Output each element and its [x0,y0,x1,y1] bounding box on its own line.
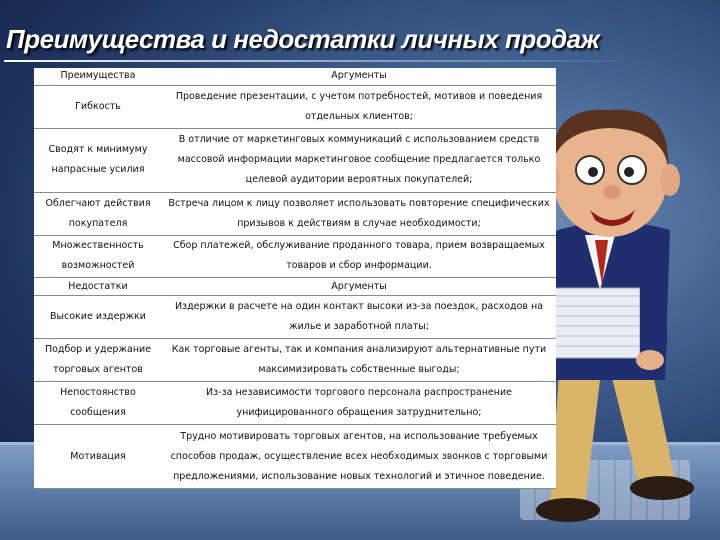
argument-cell: Издержки в расчете на один контакт высоки из-за поездок, расходов на жилье и заработной платы; [162,296,556,339]
table-row [34,192,556,235]
slide-title: Преимущества и недостатки личных продаж [6,24,600,54]
table-row [34,296,556,339]
pros-cons-table [34,68,556,489]
argument-cell: Проведение презентации, с учетом потребностей, мотивов и поведения отдельных клиентов; [162,85,556,128]
criterion-cell: Сводят к минимуму напрасные усилия [34,128,162,192]
arguments-header-cell: Аргументы [162,278,556,296]
argument-cell: Трудно мотивировать торговых агентов, на использование требуемых способов продаж, осуществление всех необходимых звонков с торговыми предложениями, использование новых технологий и этичное поведение. [162,425,556,489]
argument-cell: Встреча лицом к лицу позволяет использовать повторение специфических призывов к действиям в случае необходимости; [162,192,556,235]
criterion-cell: Высокие издержки [34,296,162,339]
table-row [34,425,556,489]
table-row [34,128,556,192]
argument-cell: Сбор платежей, обслуживание проданного товара, прием возвращаемых товаров и сбор информации. [162,235,556,278]
criterion-cell: Множественность возможностей [34,235,162,278]
table-row [34,85,556,128]
criterion-cell: Гибкость [34,85,162,128]
criterion-cell: Непостоянство сообщения [34,382,162,425]
table-row [34,382,556,425]
table-section-header [34,278,556,296]
criterion-cell: Подбор и удержание торговых агентов [34,339,162,382]
criterion-cell: Облегчают действия покупателя [34,192,162,235]
table-section-header [34,68,556,85]
table-row [34,235,556,278]
criterion-cell: Мотивация [34,425,162,489]
argument-cell: Из-за независимости торгового персонала распространение унифицированного обращения затруднительно; [162,382,556,425]
argument-cell: Как торговые агенты, так и компания анализируют альтернативные пути максимизировать собственные выгоды; [162,339,556,382]
section-title-cell: Преимущества [34,68,162,85]
argument-cell: В отличие от маркетинговых коммуникаций с использованием средств массовой информации маркетинговое сообщение предлагается только целевой аудитории вероятных покупателей; [162,128,556,192]
arguments-header-cell: Аргументы [162,68,556,85]
table-row [34,339,556,382]
section-title-cell: Недостатки [34,278,162,296]
